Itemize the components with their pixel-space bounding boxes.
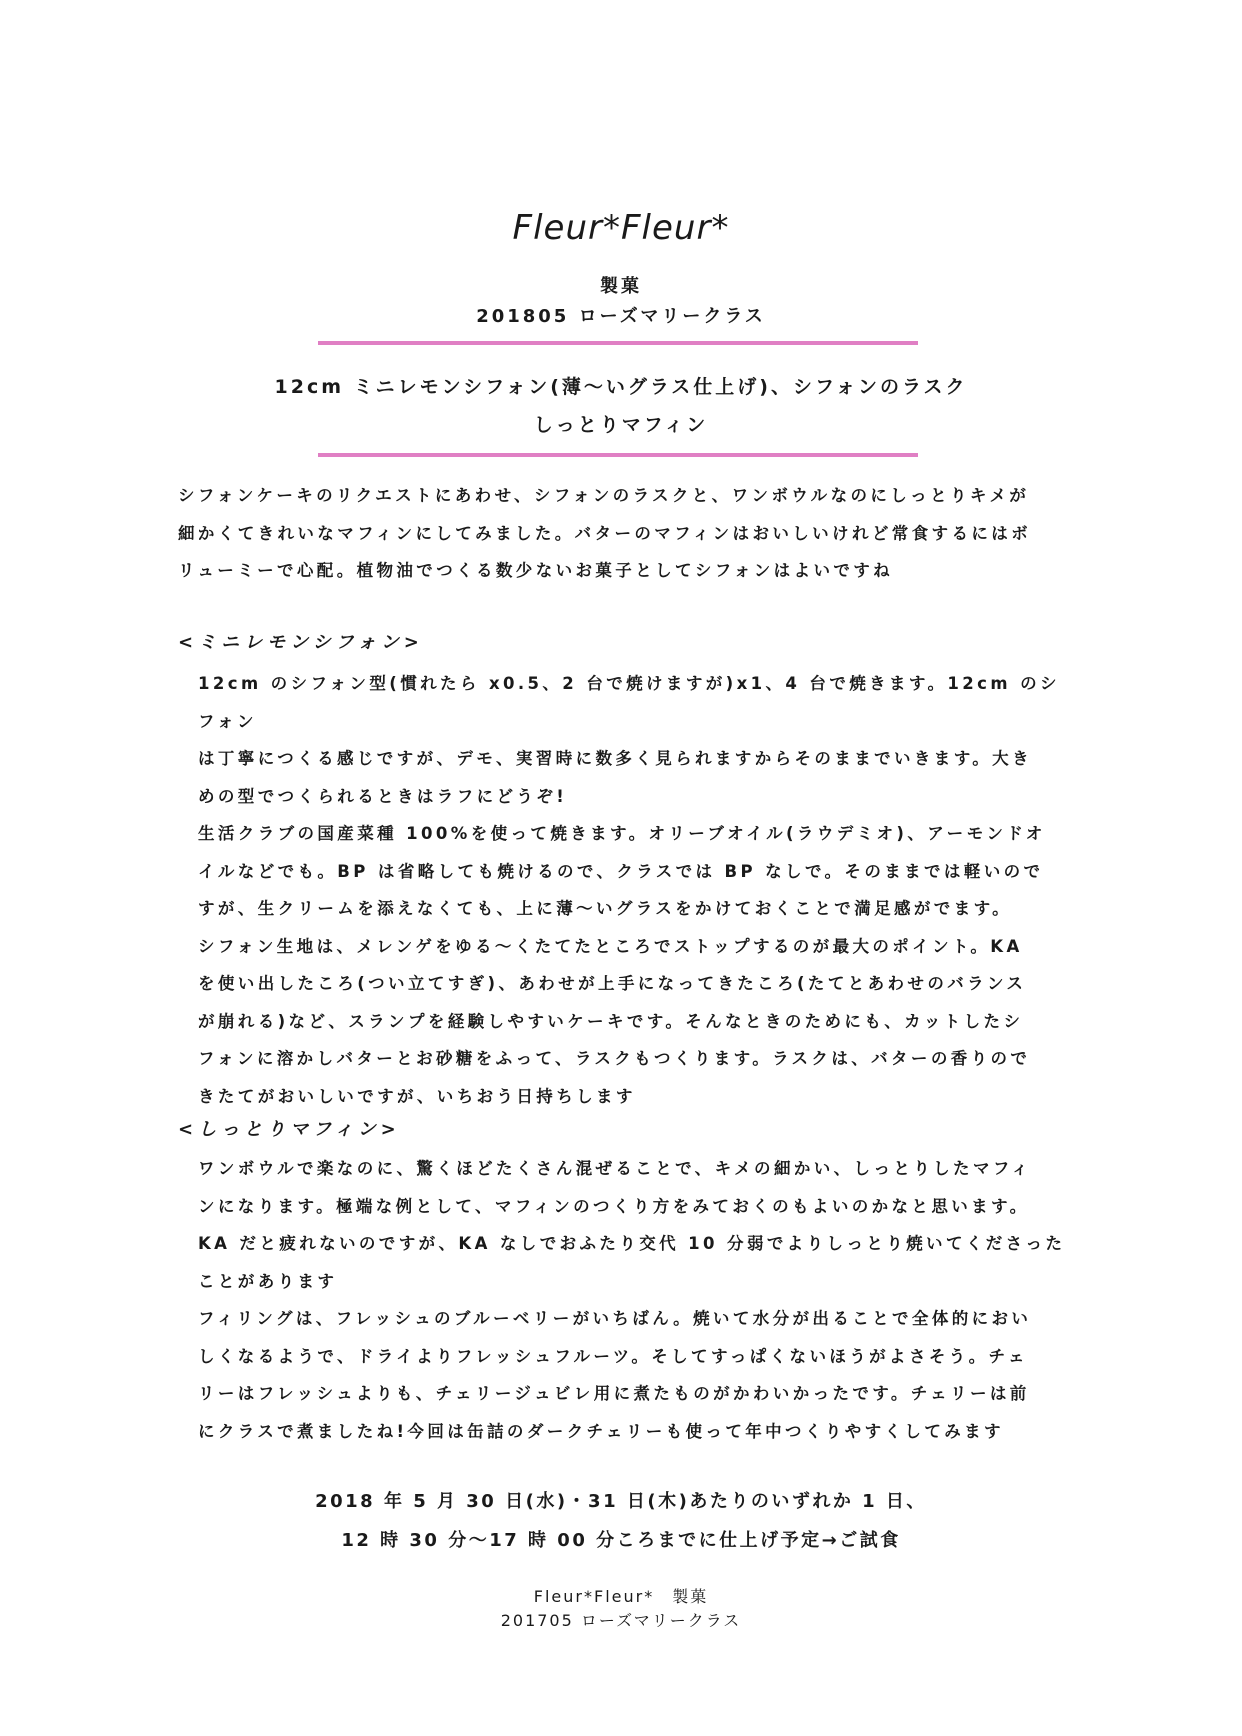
- section-body-muffin: ワンボウルで楽なのに、驚くほどたくさん混ぜることで、キメの細かい、しっとりしたマフィ ンになります。極端な例として、マフィンのつくり方をみておくのもよいのかなと思います。 KA だと疲れないのですが、KA なしでおふたり交代 10 分弱でよりしっとり焼いてくださった ことがあります フィリングは、フレッシュのブルーベリーがいちばん。焼いて水分が出ることで全体的におい しくなるようで、ドライよりフレッシュフルーツ。そしてすっぱくないほうがよさそう。チェ リーはフレッシュよりも、チェリージュビレ用に煮たものがかわいかったです。チェリーは前 にクラスで煮ましたね!今回は缶詰のダークチェリーも使って年中つくりやすくしてみます: [198, 1159, 1066, 1441]
- schedule-time: 12 時 30 分〜17 時 00 分ころまでに仕上げ予定→ご試食: [341, 1530, 901, 1551]
- class-name: 201805 ローズマリークラス: [476, 306, 766, 327]
- bottom-divider: [318, 453, 918, 457]
- schedule-date: 2018 年 5 月 30 日(水)・31 日(木)あたりのいずれか 1 日、: [315, 1491, 927, 1512]
- section-heading-chiffon: <ミニレモンシフォン>: [178, 632, 424, 653]
- top-divider: [318, 341, 918, 345]
- footer-brand: Fleur*Fleur* 製菓: [533, 1587, 709, 1606]
- category-label: 製菓: [600, 276, 642, 297]
- section-body-chiffon: 12cm のシフォン型(慣れたら x0.5、2 台で焼けますが)x1、4 台で焼きます。12cm のシフォン は丁寧につくる感じですが、デモ、実習時に数多く見られますからそのままでいきます。大き めの型でつくられるときはラフにどうぞ! 生活クラブの国産菜種 100%を使って焼きます。オリーブオイル(ラウデミオ)、アーモンドオ イルなどでも。BP は省略しても焼けるので、クラスでは BP なしで。そのままでは軽いので すが、生クリームを添えなくても、上に薄〜いグラスをかけておくことで満足感がでます。 シフォン生地は、メレンゲをゆる〜くたてたところでストップするのが最大のポイント。KA を使い出したころ(つい立てすぎ)、あわせが上手になってきたころ(たてとあわせのバランス が崩れる)など、スランプを経験しやすいケーキです。そんなときのためにも、カットしたシ フォンに溶かしバターとお砂糖をふって、ラスクもつくります。ラスクは、バターの香りので きたてがおいしいですが、いちおう日持ちします: [198, 674, 1060, 1106]
- menu-title-line-1: 12cm ミニレモンシフォン(薄〜いグラス仕上げ)、シフォンのラスク: [274, 376, 968, 398]
- intro-paragraph: シフォンケーキのリクエストにあわせ、シフォンのラスクと、ワンボウルなのにしっとりキメが 細かくてきれいなマフィンにしてみました。バターのマフィンはおいしいけれど常食するにはボ リューミーで心配。植物油でつくる数少ないお菓子としてシフォンはよいですね: [178, 486, 1032, 580]
- menu-title-line-2: しっとりマフィン: [533, 414, 709, 436]
- footer-class: 201705 ローズマリークラス: [500, 1611, 742, 1630]
- section-heading-muffin: <しっとりマフィン>: [178, 1119, 401, 1140]
- brand-title: Fleur*Fleur*: [512, 208, 730, 248]
